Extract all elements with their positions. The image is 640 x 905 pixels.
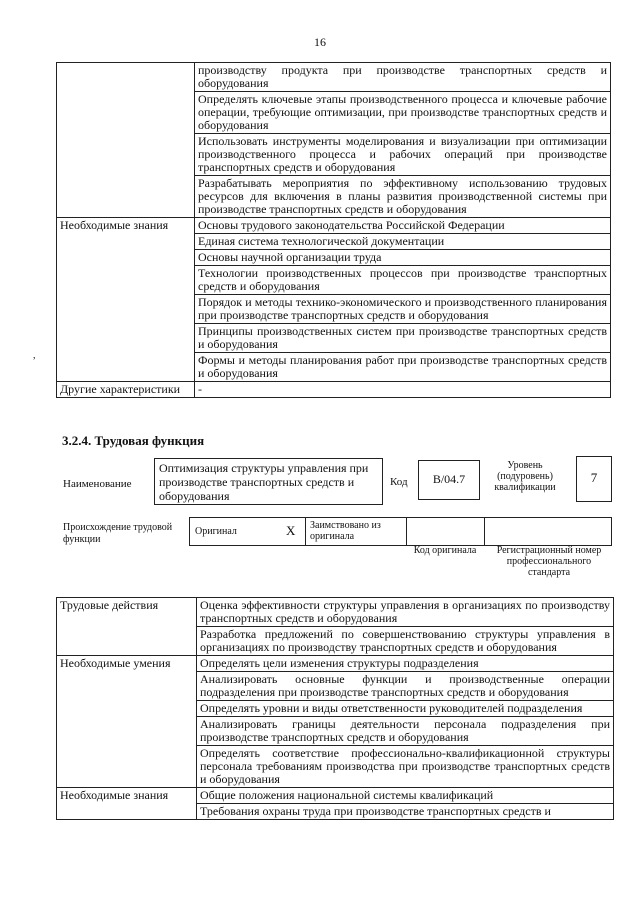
table-cell: Общие положения национальной системы квалификаций [197, 788, 614, 804]
top-table [56, 62, 611, 398]
row-label-actions: Трудовые действия [57, 598, 197, 656]
table-row [57, 788, 614, 804]
borrowed-label: Заимствовано из оригинала [310, 520, 381, 542]
table-cell: Использовать инструменты моделирования и визуализации при оптимизации производственного процесса и рабочих операций при производстве транспортных средств и оборудования [195, 134, 611, 176]
original-box [189, 517, 306, 546]
table-cell: Принципы производственных систем при производстве транспортных средств и оборудования [195, 324, 611, 353]
reg-number-label: Регистрационный номер профессионального стандарта [496, 545, 602, 578]
borrowed-box [305, 517, 407, 546]
margin-mark: , [33, 350, 36, 361]
table-cell: Определять ключевые этапы производственного процесса и ключевые рабочие операции, требующие оптимизации, при производстве транспортных средств и оборудования [195, 92, 611, 134]
table-cell: Формы и методы планирования работ при производстве транспортных средств и оборудования [195, 353, 611, 382]
table-row [57, 656, 614, 672]
name-value: Оптимизация структуры управления при производстве транспортных средств и оборудования [159, 461, 369, 503]
code-box [418, 460, 480, 500]
row-label-knowledge: Необходимые знания [57, 788, 197, 820]
table-cell: - [195, 382, 611, 398]
table-cell: Определять соответствие профессионально-квалификационной структуры персонала требованиям производства при производстве транспортных средств и оборудования [197, 746, 614, 788]
name-label: Наименование [63, 478, 132, 490]
level-label: Уровень (подуровень) квалификации [494, 460, 556, 493]
row-label-empty [57, 63, 195, 218]
table-row [57, 218, 611, 234]
table-cell: Технологии производственных процессов при производстве транспортных средств и оборудования [195, 266, 611, 295]
table-cell: Разрабатывать мероприятия по эффективному использованию трудовых ресурсов для включения в планы развития производственной системы при производстве транспортных средств и оборудования [195, 176, 611, 218]
code-original-box [406, 517, 485, 546]
table-row [57, 382, 611, 398]
table-cell: Основы трудового законодательства Российской Федерации [195, 218, 611, 234]
table-cell: Определять уровни и виды ответственности руководителей подразделения [197, 701, 614, 717]
table-cell: Анализировать границы деятельности персонала подразделения при производстве транспортных средств и оборудования [197, 717, 614, 746]
table-cell: Разработка предложений по совершенствованию структуры управления в организациях по производству транспортных средств и оборудования [197, 627, 614, 656]
origin-label: Происхождение трудовой функции [63, 522, 173, 545]
table-cell: Оценка эффективности структуры управления в организациях по производству транспортных средств и оборудования [197, 598, 614, 627]
table-cell: Требования охраны труда при производстве транспортных средств и [197, 804, 614, 820]
table-cell: Порядок и методы технико-экономического и производственного планирования при производстве транспортных средств и оборудования [195, 295, 611, 324]
table-cell: производству продукта при производстве транспортных средств и оборудования [195, 63, 611, 92]
level-box [576, 456, 612, 502]
original-mark: X [286, 523, 296, 538]
page-number: 16 [314, 35, 326, 49]
code-original-label: Код оригинала [413, 545, 477, 556]
table-cell: Основы научной организации труда [195, 250, 611, 266]
table-row [57, 598, 614, 627]
bottom-table [56, 597, 614, 820]
original-label: Оригинал [195, 526, 237, 537]
table-cell: Анализировать основные функции и производственные операции подразделения при производстве транспортных средств и оборудования [197, 672, 614, 701]
code-label: Код [390, 476, 408, 488]
name-box [154, 458, 383, 505]
table-row [57, 63, 611, 92]
row-label-other: Другие характеристики [57, 382, 195, 398]
code-value: B/04.7 [432, 472, 466, 486]
reg-number-box [484, 517, 612, 546]
row-label-skills: Необходимые умения [57, 656, 197, 788]
level-value: 7 [590, 470, 598, 485]
section-title: 3.2.4. Трудовая функция [62, 433, 205, 448]
table-cell: Определять цели изменения структуры подразделения [197, 656, 614, 672]
table-cell: Единая система технологической документации [195, 234, 611, 250]
row-label-knowledge: Необходимые знания [57, 218, 195, 382]
